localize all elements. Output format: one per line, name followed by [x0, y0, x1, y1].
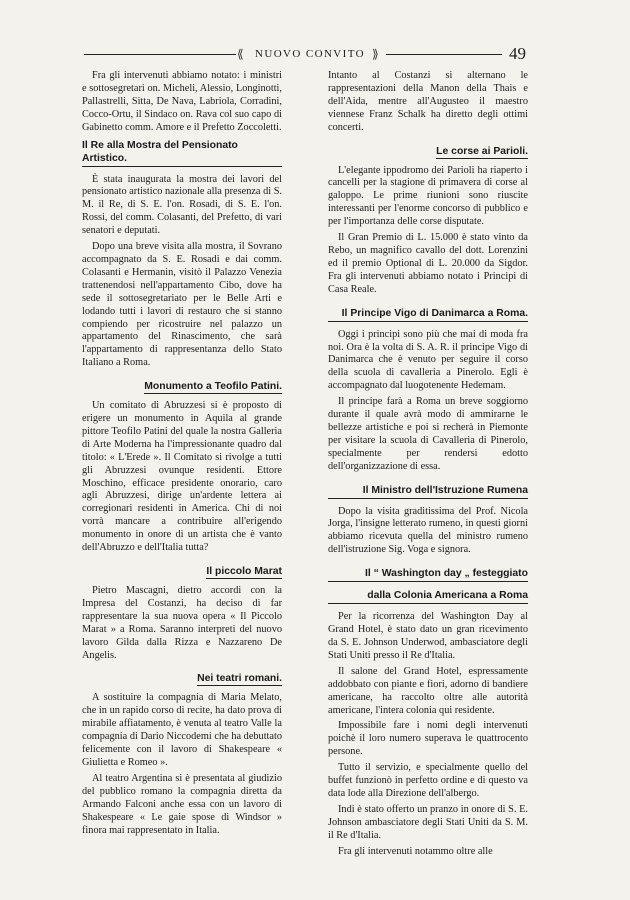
article-paragraph: Indi è stato offerto un pranzo in onore di S. E. Johnson ambasciatore degli Stati Uniti da S. M. il Re d'Italia.: [328, 803, 528, 841]
article-paragraph: Il principe farà a Roma un breve soggiorno durante il quale avrà modo di ammirarne le bellezze artistiche e poi si recherà in Piemonte per visitare la scuola di Cavalleria di Pinerolo, specialmente per rendersi edotto dell'organizzazione di essa.: [328, 396, 528, 472]
article-paragraph: È stata inaugurata la mostra dei lavori del pensionato artistico nazionale alla presenza di S. M. il Re, di S. E. l'on. Rosadi, di S. E. l'on. Rossi, del comm. Colasanti, del Prefetto, di vari senatori e deputati.: [82, 173, 282, 237]
article-paragraph: Dopo una breve visita alla mostra, il Sovrano accompagnato da S. E. Rosadi e dai comm. Colasanti e Hermanin, visitò il Palazzo Venezia trattenendosi nell'appartamento Cibo, dove ha sede il sottosegretariato per le Belle Arti e lodando tutti i lavori di restauro che si stanno compiendo per ricostruire nel palazzo un appartamento del Rinascimento, che sarà l'appartamento di rappresentanza dello Stato Italiano a Roma.: [82, 241, 282, 369]
section-heading: Il “ Washington day „ festeggiato: [328, 567, 528, 582]
article-paragraph: Il salone del Grand Hotel, espressamente addobbato con piante e fiori, adorno di bandiere americane, ha raccolto oltre alle autorità americane, l'intera colonia qui residente.: [328, 665, 528, 716]
header-ornament-left: ⟪: [237, 47, 244, 61]
article-paragraph: Pietro Mascagni, dietro accordi con la Impresa del Costanzi, ha deciso di far rappresentare la sua nuova opera « Il Piccolo Marat » a Roma. Saranno interpreti del nuovo lavoro Gilda dalla Rizza e Nazzareno De Angelis.: [82, 585, 282, 661]
journal-title: NUOVO CONVITO: [255, 48, 365, 60]
section-heading: Il piccolo Marat: [206, 566, 282, 577]
right-column: [328, 70, 528, 862]
article-paragraph: Per la ricorrenza del Washington Day al Grand Hotel, è stato dato un gran ricevimento da S. E. Johnson Underwod, ambasciatore degli Stati Uniti presso il Re d'Italia.: [328, 611, 528, 661]
article-paragraph: A sostituire la compagnia di Maria Melato, che in un rapido corso di recite, ha dato prova di mirabile affiatamento, è venuta al teatro Valle la compagnia di Dario Niccodemi che ha debuttato felicemente con il lavoro di Shakespeare « Giulietta e Romeo ».: [82, 692, 282, 768]
page-number: 49: [509, 44, 526, 63]
article-paragraph: Dopo la visita graditissima del Prof. Nicola Jorga, l'insigne letterato rumeno, in questi giorni abbiamo ricevuta quella del ministro rumeno dell'istruzione Sig. Voga e signora.: [328, 505, 528, 556]
section-heading: Monumento a Teofilo Patini.: [144, 381, 282, 393]
article-paragraph: Impossibile fare i nomi degli intervenuti poichè il loro numero superava le quattrocento persone.: [328, 720, 528, 758]
article-paragraph: Il Gran Premio di L. 15.000 è stato vinto da Rebo, un magnifico cavallo del dott. Lorenzini ed il premio Optional di L. 20.000 da Sigdor. Fra gli intervenuti abbiamo notato i Principi di Casa Reale.: [328, 232, 528, 295]
section-heading: Il Ministro dell'Istruzione Rumena: [328, 484, 528, 499]
header-ornament-right: ⟫: [372, 47, 379, 61]
article-paragraph: Oggi i principi sono più che mai di moda fra noi. Ora è la volta di S. A. R. il principe Vigo di Danimarca che è venuto per seguire il corso della scuola di cavalleria a Pinerolo. Egli è accompagnato dal luogotenente Hedemam.: [328, 328, 528, 392]
left-column: [82, 70, 282, 840]
article-paragraph: Intanto al Costanzi si alternano le rappresentazioni della Manon della Thais e dell'Aida, mentre all'Augusteo il maestro viennese Franz Schalk ha diretto degli ottimi concerti.: [328, 70, 528, 133]
section-heading-continued: dalla Colonia Americana a Roma: [328, 589, 528, 604]
article-paragraph: Al teatro Argentina si è presentata al giudizio del pubblico romano la compagnia diretta da Armando Falconi anche essa con un lavoro di Shakespeare « Le gaie spose di Windsor » finora mai rappresentato in Italia.: [82, 772, 282, 836]
section-heading: Il Re alla Mostra del Pensionato Artistico.: [82, 139, 282, 167]
running-header: [84, 44, 537, 66]
article-paragraph: Tutto il servizio, e specialmente quello del buffet funzionò in perfetto ordine e di questo va data lode alla Direzione dell'albergo.: [328, 762, 528, 799]
article-paragraph: Fra gli intervenuti abbiamo notato: i ministri e sottosegretari on. Micheli, Alessio, Longinotti, Pallastrelli, Sitta, De Nava, Labriola, Corradini, Cocco-Ortu, il Sindaco on. Rava col suo capo di Gabinetto comm. Amore e il Prefetto Zoccoletti.: [82, 70, 282, 133]
article-paragraph: Fra gli intervenuti notammo oltre alle: [338, 845, 493, 857]
article-paragraph: L'elegante ippodromo dei Parioli ha riaperto i cancelli per la stagione di primavera di corse al galoppo. Le prime riunioni sono riuscite interessanti per l'enorme concorso di pubblico e per l'importanza delle corse disputate.: [328, 164, 528, 228]
section-heading: Le corse ai Parioli.: [436, 145, 528, 157]
section-heading: Il Principe Vigo di Danimarca a Roma.: [328, 307, 528, 322]
section-heading: Nei teatri romani.: [197, 673, 282, 685]
header-rule-right: [386, 54, 502, 55]
article-paragraph: Un comitato di Abruzzesi si è proposto di erigere un monumento in Aquila al grande pittore Teofilo Patini del quale la nostra Galleria di Arte Moderna ha l'impressionante quadro dal titolo: « L'Erede ». Il Comitato si rivolge a tutti gli Abruzzesi ovunque residenti. Ettore Moschino, efficace presidente onorario, caro agli Abruzzesi, dirige un'ardente lettera ai corregionari residenti in America. Chi di noi vorrà mancare a contribuire all'erigendo monumento in onore di un artista che è vanto dell'Abruzzo e dell'Italia tutta?: [82, 400, 282, 554]
header-rule-left: [84, 54, 236, 55]
